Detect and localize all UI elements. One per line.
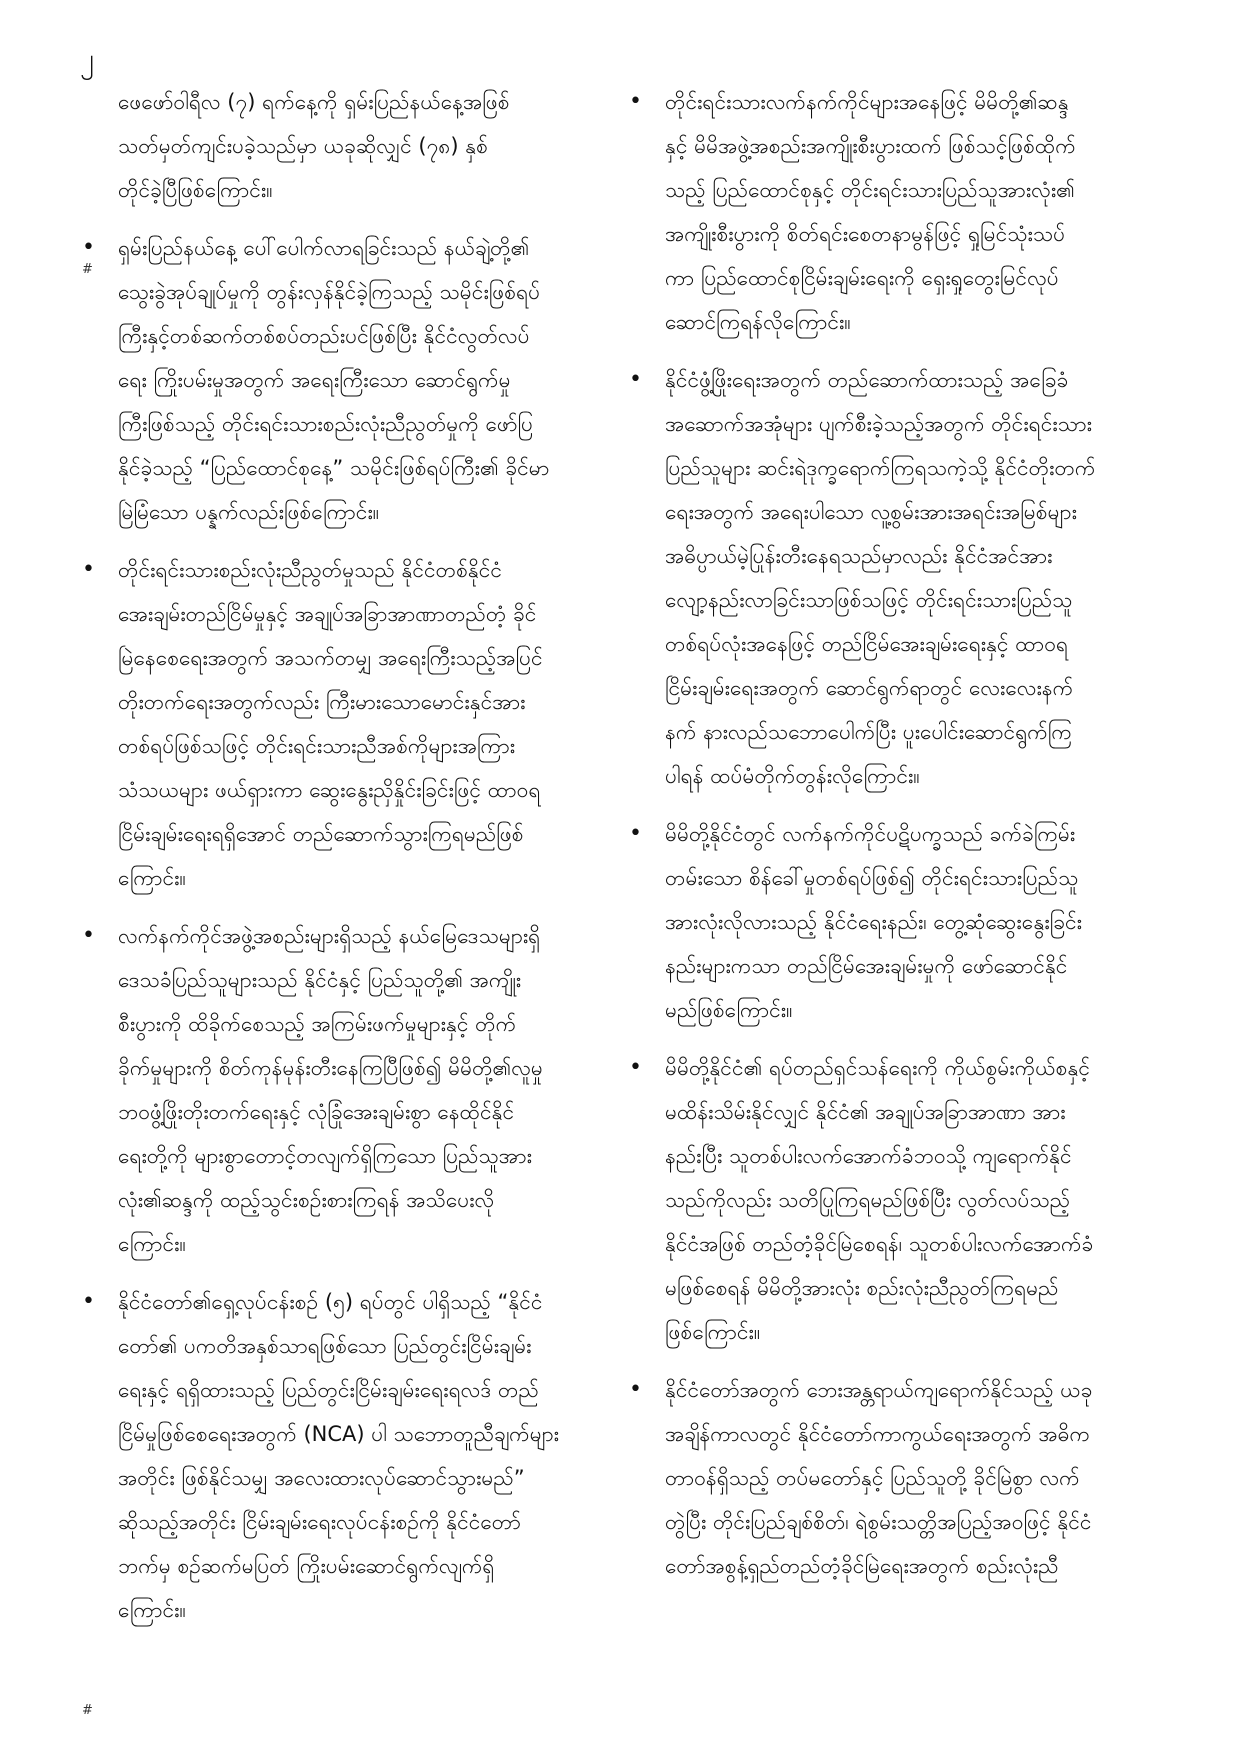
bullet-paragraph: • နိုင်ငံတော်၏ရှေ့လုပ်ငန်းစဉ် (၅) ရပ်တွင် ပါရှိသည့် “နိုင်ငံ တော်၏ ပကတိအနှစ်သာရဖြစ်သော ပြည်တွင်းငြိမ်းချမ်း ရေးနှင့် ရရှိထားသည့် ပြည်တွင်းငြိမ်းချမ်းရေးရလဒ် တည် ငြိမ်မှုဖြစ်စေရေးအတွက် (NCA) ပါ သဘောတူညီချက်များ အတိုင်း ဖြစ်နိုင်သမျှ အလေးထားလုပ်ဆောင်သွားမည်” ဆိုသည့်အတိုင်း ငြိမ်းချမ်းရေးလုပ်ငန်းစဉ်ကို နိုင်ငံတော် ဘက်မှ စဉ်ဆက်မပြတ် ကြိုးပမ်းဆောင်ရွက်လျက်ရှိ ကြောင်း။ (118, 1280, 606, 1632)
bullet-paragraph: • လက်နက်ကိုင်အဖွဲ့အစည်းများရှိသည့် နယ်မြေဒေသများရှိ ဒေသခံပြည်သူများသည် နိုင်ငံနှင့် ပြည်သူတို့၏ အကျိုး စီးပွားကို ထိခိုက်စေသည့် အကြမ်းဖက်မှုများနှင့် တိုက် ခိုက်မှုများကို စိတ်ကုန်မုန်းတီးနေကြပြီဖြစ်၍ မိမိတို့၏လူမှု ဘဝဖွံ့ဖြိုးတိုးတက်ရေးနှင့် လုံခြုံအေးချမ်းစွာ နေထိုင်နိုင် ရေးတို့ကို များစွာတောင့်တလျက်ရှိကြသော ပြည်သူအား လုံး၏ဆန္ဒကို ထည့်သွင်းစဉ်းစားကြရန် အသိပေးလို ကြောင်း။ (118, 914, 606, 1266)
right-column (665, 80, 1153, 1602)
bullet-paragraph: • မိမိတို့နိုင်ငံတွင် လက်နက်ကိုင်ပဋိပက္ခသည် ခက်ခဲကြမ်း တမ်းသော စိန်ခေါ်မှုတစ်ရပ်ဖြစ်၍ တိုင်းရင်းသားပြည်သူ အားလုံးလိုလားသည့် နိုင်ငံရေးနည်း၊ တွေ့ဆုံဆွေးနွေးခြင်း နည်းများကသာ တည်ငြိမ်အေးချမ်းမှုကို ဖော်ဆောင်နိုင် မည်ဖြစ်ကြောင်း။ (665, 812, 1153, 1032)
bullet-paragraph: • နိုင်ငံတော်အတွက် ဘေးအန္တရာယ်ကျရောက်နိုင်သည့် ယခု အချိန်ကာလတွင် နိုင်ငံတော်ကာကွယ်ရေးအတွက် အဓိက တာဝန်ရှိသည့် တပ်မတော်နှင့် ပြည်သူတို့ ခိုင်မြဲစွာ လက် တွဲပြီး တိုင်းပြည်ချစ်စိတ်၊ ရဲစွမ်းသတ္တိအပြည့်အဝဖြင့် နိုင်ငံ တော်အစွန့်ရှည်တည်တံ့ခိုင်မြဲရေးအတွက် စည်းလုံးညီ (665, 1368, 1153, 1588)
margin-mark-top: # (82, 262, 93, 277)
bullet-paragraph: • တိုင်းရင်းသားလက်နက်ကိုင်များအနေဖြင့် မိမိတို့၏ဆန္ဒ နှင့် မိမိအဖွဲ့အစည်းအကျိုးစီးပွားထက် ဖြစ်သင့်ဖြစ်ထိုက် သည့် ပြည်ထောင်စုနှင့် တိုင်းရင်းသားပြည်သူအားလုံး၏ အကျိုးစီးပွားကို စိတ်ရင်းစေတနာမွန်ဖြင့် ရှုမြင်သုံးသပ် ကာ ပြည်ထောင်စုငြိမ်းချမ်းရေးကို ရှေးရှုတွေးမြင်လုပ် ဆောင်ကြရန်လိုကြောင်း။ (665, 80, 1153, 344)
bullet-paragraph: • ရှမ်းပြည်နယ်နေ့ ပေါ်ပေါက်လာရခြင်းသည် နယ်ချဲ့တို့၏ သွေးခွဲအုပ်ချုပ်မှုကို တွန်းလှန်နိုင်ခဲ့ကြသည့် သမိုင်းဖြစ်ရပ် ကြီးနှင့်တစ်ဆက်တစ်စပ်တည်းပင်ဖြစ်ပြီး နိုင်ငံလွတ်လပ် ရေး ကြိုးပမ်းမှုအတွက် အရေးကြီးသော ဆောင်ရွက်မှု ကြီးဖြစ်သည့် တိုင်းရင်းသားစည်းလုံးညီညွတ်မှုကို ဖော်ပြ နိုင်ခဲ့သည့် “ပြည်ထောင်စုနေ့” သမိုင်းဖြစ်ရပ်ကြီး၏ ခိုင်မာ မြဲမြံသော ပန္နက်လည်းဖြစ်ကြောင်း။ (118, 226, 606, 534)
margin-mark-bottom: # (82, 1703, 93, 1718)
bullet-paragraph: • တိုင်းရင်းသားစည်းလုံးညီညွတ်မှုသည် နိုင်ငံတစ်နိုင်ငံ အေးချမ်းတည်ငြိမ်မှုနှင့် အချုပ်အခြာအာဏာတည်တံ့ ခိုင် မြဲနေစေရေးအတွက် အသက်တမျှ အရေးကြီးသည့်အပြင် တိုးတက်ရေးအတွက်လည်း ကြီးမားသောမောင်းနှင်အား တစ်ရပ်ဖြစ်သဖြင့် တိုင်းရင်းသားညီအစ်ကိုများအကြား သံသယများ ဖယ်ရှားကာ ဆွေးနွေးညှိနှိုင်းခြင်းဖြင့် ထာဝရ ငြိမ်းချမ်းရေးရရှိအောင် တည်ဆောက်သွားကြရမည်ဖြစ် ကြောင်း။ (118, 548, 606, 900)
bullet-paragraph: • မိမိတို့နိုင်ငံ၏ ရပ်တည်ရှင်သန်ရေးကို ကိုယ်စွမ်းကိုယ်စနှင့် မထိန်းသိမ်းနိုင်လျှင် နိုင်ငံ၏ အချုပ်အခြာအာဏာ အား နည်းပြီး သူတစ်ပါးလက်အောက်ခံဘဝသို့ ကျရောက်နိုင် သည်ကိုလည်း သတိပြုကြရမည်ဖြစ်ပြီး လွတ်လပ်သည့် နိုင်ငံအဖြစ် တည်တံ့ခိုင်မြဲစေရန်၊ သူတစ်ပါးလက်အောက်ခံ မဖြစ်စေရန် မိမိတို့အားလုံး စည်းလုံးညီညွတ်ကြရမည် ဖြစ်ကြောင်း။ (665, 1046, 1153, 1354)
left-column (118, 80, 606, 1646)
page-number: ၂ (80, 42, 94, 75)
bullet-paragraph: • နိုင်ငံဖွံ့ဖြိုးရေးအတွက် တည်ဆောက်ထားသည့် အခြေခံ အဆောက်အအုံများ ပျက်စီးခဲ့သည့်အတွက် တိုင်းရင်းသား ပြည်သူများ ဆင်းရဲဒုက္ခရောက်ကြရသကဲ့သို့ နိုင်ငံတိုးတက် ရေးအတွက် အရေးပါသော လူ့စွမ်းအားအရင်းအမြစ်များ အဓိပ္ပာယ်မဲ့ပြုန်းတီးနေရသည်မှာလည်း နိုင်ငံအင်အား လျော့နည်းလာခြင်းသာဖြစ်သဖြင့် တိုင်းရင်းသားပြည်သူ တစ်ရပ်လုံးအနေဖြင့် တည်ငြိမ်အေးချမ်းရေးနှင့် ထာဝရ ငြိမ်းချမ်းရေးအတွက် ဆောင်ရွက်ရာတွင် လေးလေးနက် နက် နားလည်သဘောပေါက်ပြီး ပူးပေါင်းဆောင်ရွက်ကြ ပါရန် ထပ်မံတိုက်တွန်းလိုကြောင်း။ (665, 358, 1153, 798)
paragraph-continued: ဖေဖော်ဝါရီလ (၇) ရက်နေ့ကို ရှမ်းပြည်နယ်နေ့အဖြစ် သတ်မှတ်ကျင်းပခဲ့သည်မှာ ယခုဆိုလျှင် (၇၈) နှစ် တိုင်ခဲ့ပြီဖြစ်ကြောင်း။ (118, 90, 510, 202)
